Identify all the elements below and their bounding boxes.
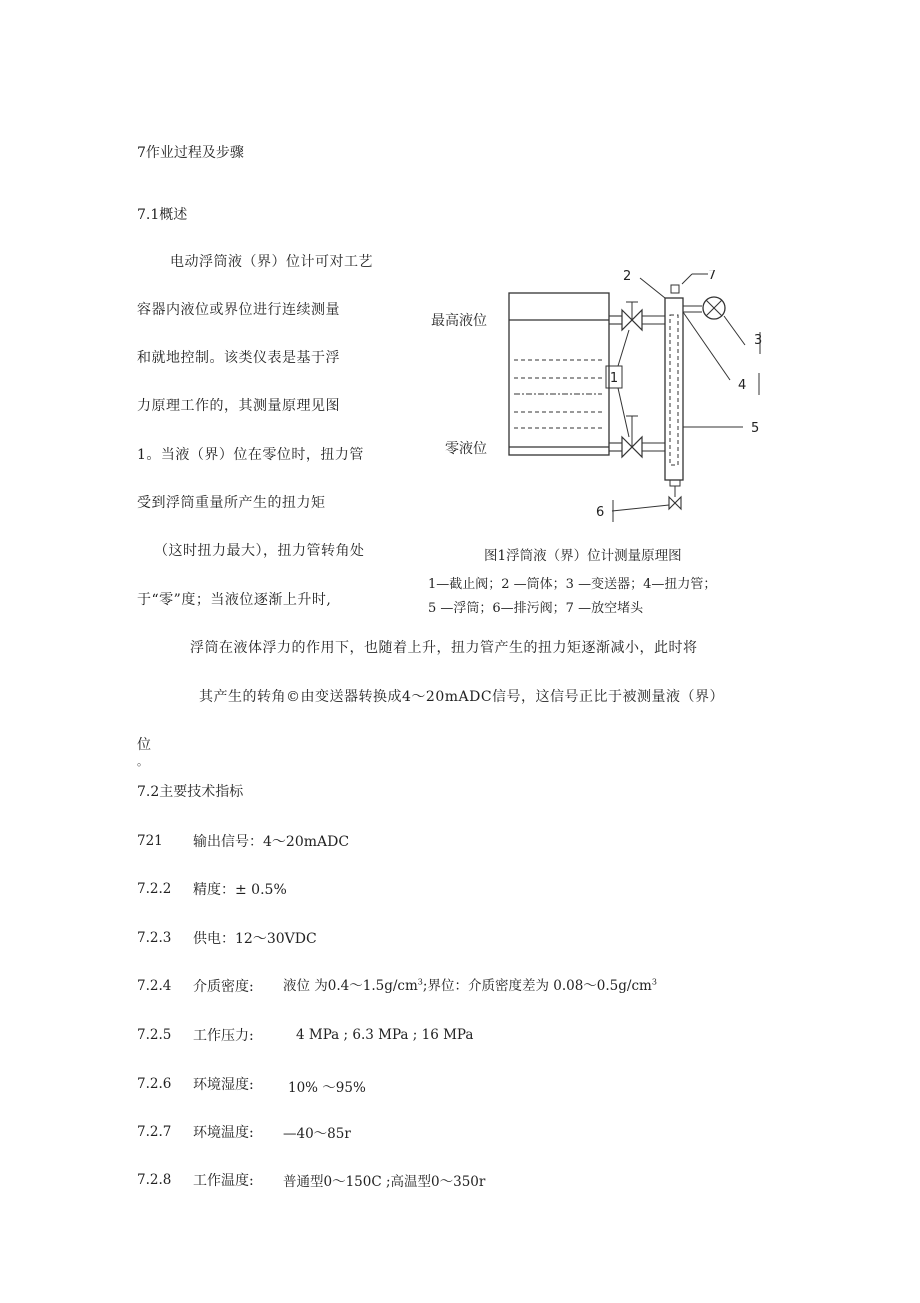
intro-line: 电动浮筒液（界）位计可对工艺 xyxy=(170,254,373,270)
callout-1: 1 xyxy=(609,371,619,386)
intro-line: （这时扭力最大），扭力管转角处 xyxy=(154,543,365,559)
paragraph-line: 其产生的转角©由变送器转换成4〜20mADC信号，这信号正比于被测量液（界） xyxy=(199,689,725,705)
spec-number: 7.2.8 xyxy=(137,1172,172,1188)
callout-7: 7 xyxy=(708,270,717,283)
callout-3: 3 xyxy=(754,333,763,348)
section-7-1-heading: 7.1概述 xyxy=(137,207,188,223)
spec-number: 721 xyxy=(137,833,163,849)
float-level-gauge-diagram xyxy=(420,270,765,525)
paragraph-line: 。 xyxy=(137,755,149,768)
drain-valve-icon xyxy=(669,497,681,509)
intro-line: 受到浮筒重量所产生的扭力矩 xyxy=(137,495,326,511)
spec-number: 7.2.5 xyxy=(137,1027,172,1043)
spec-number: 7.2.7 xyxy=(137,1124,172,1140)
intro-line: 和就地控制。该类仪表是基于浮 xyxy=(137,350,340,366)
figure-caption: 图1浮筒液（界）位计测量原理图 xyxy=(484,548,682,564)
spec-label: 工作压力: xyxy=(193,1028,254,1044)
callout-6: 6 xyxy=(596,505,605,520)
vent-plug xyxy=(671,285,679,293)
spec-label: 环境温度: xyxy=(193,1125,254,1141)
zero-level-label: 零液位 xyxy=(445,441,487,457)
figure-legend-line: 1—截止阀；2 —筒体；3 —变送器；4—扭力管； xyxy=(428,577,717,592)
figure-legend-line: 5 —浮筒；6—排污阀；7 —放空堵头 xyxy=(428,601,644,616)
section-7-heading: 7作业过程及步骤 xyxy=(137,145,244,161)
intro-line: 容器内液位或界位进行连续测量 xyxy=(137,302,340,318)
spec-value: —40〜85r xyxy=(283,1126,351,1142)
spec-label: 供电：12〜30VDC xyxy=(193,931,317,947)
paragraph-line: 位 xyxy=(137,737,152,753)
intro-line: 1。当液（界）位在零位时，扭力管 xyxy=(137,447,364,463)
callout-5: 5 xyxy=(751,421,760,436)
spec-number: 7.2.2 xyxy=(137,881,172,897)
spec-label: 介质密度: xyxy=(193,979,254,995)
spec-value: 10% 〜95% xyxy=(288,1080,366,1096)
spec-label: 工作温度: xyxy=(193,1173,254,1189)
callout-4: 4 xyxy=(738,378,747,393)
intro-line: 于“零”度；当液位逐渐上升时, xyxy=(137,592,332,608)
vessel-outline xyxy=(509,293,609,455)
callout-2: 2 xyxy=(623,270,632,284)
section-7-2-heading: 7.2主要技术指标 xyxy=(137,784,244,800)
intro-line: 力原理工作的，其测量原理见图 xyxy=(137,398,340,414)
cage-body xyxy=(665,298,683,480)
spec-value: 普通型0〜150C ;高温型0〜350r xyxy=(283,1174,486,1190)
spec-label: 精度：± 0.5% xyxy=(193,882,287,898)
spec-label: 输出信号：4〜20mADC xyxy=(193,834,350,850)
spec-label: 环境湿度: xyxy=(193,1077,254,1093)
spec-number: 7.2.3 xyxy=(137,930,172,946)
spec-number: 7.2.4 xyxy=(137,978,172,994)
spec-number: 7.2.6 xyxy=(137,1076,172,1092)
spec-value: 4 MPa ; 6.3 MPa ; 16 MPa xyxy=(296,1027,474,1043)
float-element xyxy=(670,315,678,465)
paragraph-line: 浮筒在液体浮力的作用下，也随着上升，扭力管产生的扭力矩逐渐减小，此时将 xyxy=(190,640,698,656)
max-level-label: 最高液位 xyxy=(431,313,487,329)
spec-value: 液位 为0.4〜$1.5g/cm^3$;界位：介质密度差为 0.08〜$0.5g/cm^3$ xyxy=(283,977,657,994)
